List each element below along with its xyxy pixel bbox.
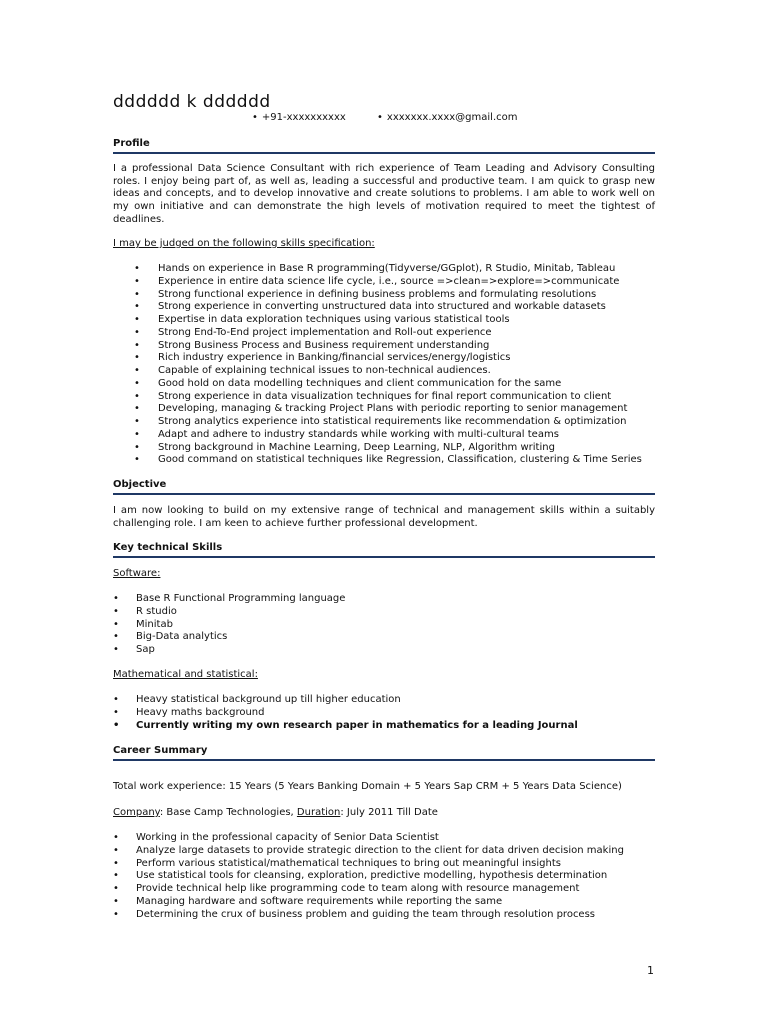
- list-item: • Big-Data analytics: [136, 631, 345, 644]
- duration-value: : July 2011 Till Date: [340, 807, 438, 818]
- list-item: • Minitab: [136, 619, 345, 632]
- candidate-name: dddddd k dddddd: [113, 92, 271, 112]
- list-item: • Strong analytics experience into statistical requirements like recommendation & optimization: [158, 416, 642, 429]
- duration-label: Duration: [296, 807, 341, 818]
- list-item: • Heavy maths background: [136, 707, 578, 720]
- duties-list: [136, 832, 624, 921]
- list-item: • Strong experience in converting unstructured data into structured and workable datasets: [158, 301, 642, 314]
- bullet-icon: •: [252, 112, 258, 123]
- page-number: 1: [647, 964, 654, 977]
- list-item: • Analyze large datasets to provide strategic direction to the client for data driven decision making: [136, 845, 624, 858]
- list-item: • Perform various statistical/mathematical techniques to bring out meaningful insights: [136, 858, 624, 871]
- skills-intro: I may be judged on the following skills specification:: [113, 238, 375, 249]
- list-item: • Expertise in data exploration techniques using various statistical tools: [158, 314, 642, 327]
- math-list: [136, 694, 578, 732]
- phone-contact: [252, 112, 346, 123]
- list-item: • Good hold on data modelling techniques and client communication for the same: [158, 378, 642, 391]
- bullet-icon: •: [377, 112, 383, 123]
- section-divider: [113, 493, 655, 495]
- list-item: • Managing hardware and software requirements while reporting the same: [136, 896, 624, 909]
- list-item: • Hands on experience in Base R programming(Tidyverse/GGplot), R Studio, Minitab, Tableau: [158, 263, 642, 276]
- section-divider: [113, 556, 655, 558]
- list-item: • R studio: [136, 606, 345, 619]
- phone-number: +91-xxxxxxxxxx: [261, 112, 346, 123]
- software-label: Software:: [113, 568, 161, 579]
- list-item: • Strong functional experience in defining business problems and formulating resolutions: [158, 289, 642, 302]
- list-item: • Strong background in Machine Learning, Deep Learning, NLP, Algorithm writing: [158, 442, 642, 455]
- skills-list: [158, 263, 642, 467]
- list-item: • Capable of explaining technical issues to non-technical audiences.: [158, 365, 642, 378]
- section-heading-key-skills: Key technical Skills: [113, 542, 223, 553]
- list-item: • Base R Functional Programming language: [136, 593, 345, 606]
- objective-paragraph: I am now looking to build on my extensive range of technical and management skills within a suitably challenging role. I am keen to achieve further professional development.: [113, 505, 655, 529]
- total-experience: Total work experience: 15 Years (5 Years Banking Domain + 5 Years Sap CRM + 5 Years Data Science): [113, 781, 622, 792]
- list-item: • Rich industry experience in Banking/financial services/energy/logistics: [158, 352, 642, 365]
- section-heading-career: Career Summary: [113, 745, 208, 756]
- software-list: [136, 593, 345, 657]
- list-item: • Determining the crux of business problem and guiding the team through resolution process: [136, 909, 624, 922]
- list-item: • Sap: [136, 644, 345, 657]
- section-divider: [113, 759, 655, 761]
- list-item: • Adapt and adhere to industry standards while working with multi-cultural teams: [158, 429, 642, 442]
- list-item: • Heavy statistical background up till higher education: [136, 694, 578, 707]
- list-item: • Strong End-To-End project implementation and Roll-out experience: [158, 327, 642, 340]
- list-item: • Provide technical help like programming code to team along with resource management: [136, 883, 624, 896]
- profile-paragraph: I a professional Data Science Consultant with rich experience of Team Leading and Advisory Consulting roles. I enjoy being part of, as well as, leading a successful and productive team. I am quick to grasp new ideas and concepts, and to develop innovative and create solutions to problems. I am able to work well on my own initiative and can demonstrate the high levels of motivation required to meet the tightest of deadlines.: [113, 163, 655, 225]
- company-value: : Base Camp Technologies,: [159, 807, 297, 818]
- email-contact: [377, 112, 518, 123]
- list-item: • Strong experience in data visualization techniques for final report communication to client: [158, 391, 642, 404]
- list-item: • Experience in entire data science life cycle, i.e., source =>clean=>explore=>communicate: [158, 276, 642, 289]
- math-label: Mathematical and statistical:: [113, 669, 258, 680]
- company-line: [113, 807, 655, 820]
- section-divider: [113, 152, 655, 154]
- email-address[interactable]: xxxxxxx.xxxx@gmail.com: [386, 112, 518, 123]
- list-item: • Currently writing my own research paper in mathematics for a leading Journal: [136, 720, 578, 733]
- section-heading-profile: Profile: [113, 138, 150, 149]
- list-item: • Working in the professional capacity of Senior Data Scientist: [136, 832, 624, 845]
- list-item: • Use statistical tools for cleansing, exploration, predictive modelling, hypothesis determination: [136, 870, 624, 883]
- list-item: • Developing, managing & tracking Project Plans with periodic reporting to senior management: [158, 403, 642, 416]
- section-heading-objective: Objective: [113, 479, 167, 490]
- company-label: Company: [113, 807, 160, 818]
- list-item: • Strong Business Process and Business requirement understanding: [158, 340, 642, 353]
- list-item: • Good command on statistical techniques like Regression, Classification, clustering & Time Series: [158, 454, 642, 467]
